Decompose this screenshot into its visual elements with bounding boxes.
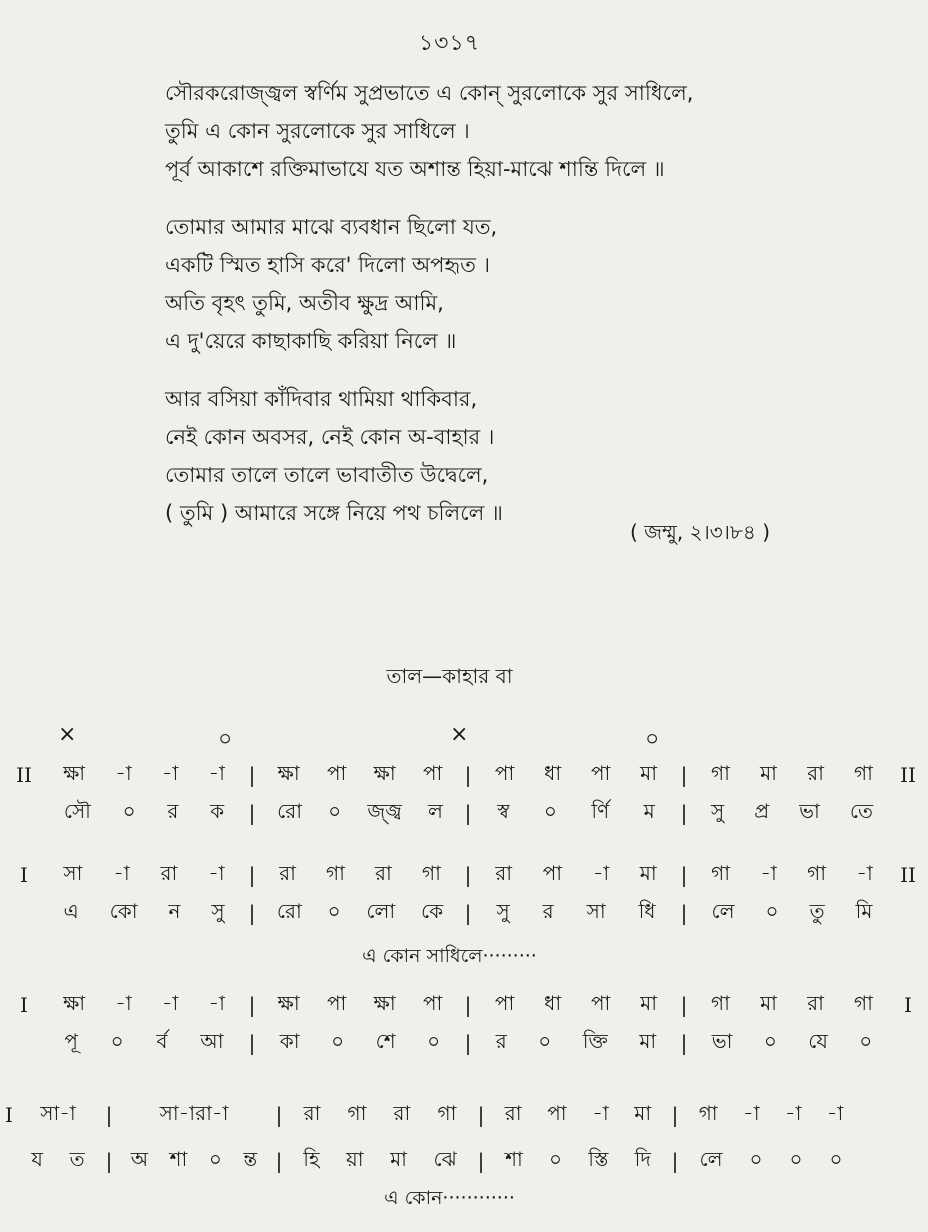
bar-divider: | [105, 1149, 113, 1173]
swara-note: সা [63, 860, 83, 885]
lyric-syllable: ০ [749, 1146, 763, 1171]
bar-divider: | [680, 863, 688, 887]
lyric-syllable: ০ [549, 1146, 563, 1171]
bar-divider: | [680, 1031, 688, 1055]
swara-note: ক্ষা [277, 990, 300, 1015]
bar-divider: | [680, 901, 688, 925]
poem-line: তোমার তালে তালে ভাবাতীত উদ্বেলে, [165, 463, 489, 487]
swara-note: পা [494, 990, 515, 1015]
lyric-syllable: মি [855, 898, 873, 923]
swara-note: -া [208, 760, 225, 785]
lyric-row [0, 1026, 899, 1060]
swara-note: পা [422, 760, 443, 785]
lyric-syllable: অ [130, 1146, 149, 1171]
beat-group [480, 897, 672, 930]
swara-note: গা [854, 990, 873, 1015]
swara-note: ক্ষা [373, 760, 396, 785]
swara-note: -া [592, 860, 610, 885]
lyric-syllable: ত [69, 1146, 85, 1171]
swara-note: রা [303, 1100, 321, 1125]
beat-group [492, 1145, 664, 1178]
lyric-row [0, 796, 899, 830]
beat-group [264, 797, 456, 830]
swara-note: মা [760, 990, 777, 1015]
bar-divider: | [464, 801, 472, 825]
lyric-syllable: শা [505, 1146, 523, 1171]
lyric-syllable: প্র [754, 798, 770, 823]
start-bar-mark: II [16, 763, 32, 787]
lyric-syllable: শা [169, 1146, 188, 1171]
lyric-syllable: ০ [331, 1028, 345, 1053]
beat-group [120, 1099, 268, 1132]
swara-note: পা [326, 990, 347, 1015]
lyric-syllable: ধি [638, 898, 656, 923]
beat-group [480, 797, 672, 830]
swara-note: মা [760, 760, 777, 785]
swara-note: গা [437, 1100, 457, 1125]
poem-line: সৌরকরোজ্জ্বল স্বর্ণিম সুপ্রভাতে এ কোন্ সুরলোকে সুর সাধিলে, [165, 81, 694, 105]
swara-note: -া [208, 990, 225, 1015]
bar-divider: | [680, 993, 688, 1017]
beat-group [290, 1099, 470, 1132]
beat-group [696, 897, 888, 930]
swara-note: -া [826, 1100, 844, 1125]
swara-note: মা [634, 1100, 652, 1125]
swara-note: -া [592, 1100, 609, 1125]
swara-note: রা [279, 860, 296, 885]
lyric-syllable: র্ণি [591, 798, 610, 823]
poem [165, 74, 765, 552]
beat-group [696, 989, 888, 1022]
beat-group [696, 797, 888, 830]
swara-note: পা [547, 1100, 567, 1125]
lyric-syllable: র [167, 798, 179, 823]
lyric-syllable: সু [211, 898, 225, 923]
beat-group [696, 859, 888, 892]
bar-divider: | [671, 1103, 679, 1127]
page-number: ১৩১৭ [418, 31, 481, 56]
beat-mark: × [58, 722, 77, 747]
swara-note: -া [784, 1100, 802, 1125]
lyric-syllable: ভা [711, 1028, 733, 1053]
swara-note: মা [640, 760, 658, 785]
lyric-syllable: ন [168, 898, 181, 923]
lyric-syllable: ০ [110, 1028, 124, 1053]
bar-divider: | [275, 1103, 283, 1127]
lyric-syllable: ০ [789, 1146, 803, 1171]
lyric-syllable: ০ [829, 1146, 843, 1171]
poem-line: নেই কোন অবসর, নেই কোন অ-বাহার । [165, 425, 495, 449]
bar-divider: | [477, 1103, 485, 1127]
swara-note: রা [160, 860, 178, 885]
beat-mark: ০ [218, 727, 233, 752]
lyric-syllable: ০ [208, 1146, 222, 1171]
lyric-syllable: ন্ত [243, 1146, 258, 1171]
poem-line: একটি স্মিত হাসি করে' দিলো অপহৃত । [165, 253, 491, 277]
bar-divider: | [464, 1031, 472, 1055]
beat-group [492, 1099, 664, 1132]
lyric-syllable: রো [276, 898, 302, 923]
poem-line: ( তুমি ) আমারে সঙ্গে নিয়ে পথ চলিলে ॥ [165, 501, 503, 525]
lyric-syllable: য়া [345, 1146, 364, 1171]
swara-note: -া [161, 990, 179, 1015]
swara-note: -া [115, 990, 132, 1015]
bar-divider: | [248, 1031, 256, 1055]
beat-group [120, 1145, 268, 1178]
swara-note: রা [504, 1100, 522, 1125]
beat-group [264, 759, 456, 792]
swara-note: ক্ষা [63, 990, 86, 1015]
place-date-signature: ( জম্মু, ২।৩।৮৪ ) [630, 520, 771, 544]
lyric-syllable: মা [639, 1028, 657, 1053]
swara-note: গা [711, 760, 730, 785]
swara-row [0, 858, 916, 892]
bar-divider: | [464, 763, 472, 787]
start-bar-mark: I [20, 993, 28, 1017]
bar-divider: | [105, 1103, 113, 1127]
beat-group [696, 1027, 888, 1060]
lyric-syllable: ক [210, 798, 225, 823]
beat-mark: × [450, 722, 469, 747]
lyric-syllable: পূ [64, 1028, 78, 1053]
beat-group [48, 1027, 240, 1060]
lyric-syllable: কে [421, 898, 444, 923]
beat-group [480, 759, 672, 792]
lyric-syllable: আ [200, 1028, 224, 1053]
lyric-syllable: ০ [122, 798, 136, 823]
bar-divider: | [671, 1149, 679, 1173]
poem-line: আর বসিয়া কাঁদিবার থামিয়া থাকিবার, [165, 387, 478, 411]
swara-note: রা [495, 860, 513, 885]
end-bar-mark: II [900, 863, 916, 887]
poem-line: তোমার আমার মাঝে ব্যবধান ছিলো যত, [165, 215, 498, 239]
tala-title: তাল—কাহার বা [386, 664, 513, 688]
swara-note: পা [422, 990, 443, 1015]
bar-divider: | [477, 1149, 485, 1173]
swara-note: রা [807, 760, 824, 785]
beat-group [480, 989, 672, 1022]
beat-group [18, 1099, 98, 1132]
refrain-note: এ কোন············ [384, 1187, 515, 1209]
lyric-syllable: স্তি [588, 1146, 609, 1171]
lyric-syllable: ০ [859, 1028, 873, 1053]
bar-divider: | [275, 1149, 283, 1173]
swara-note: গা [711, 990, 730, 1015]
lyric-syllable: সু [711, 798, 725, 823]
swara-note: -া [115, 760, 132, 785]
swara-note: রা [393, 1100, 411, 1125]
bar-divider: | [680, 763, 688, 787]
lyric-syllable: মা [390, 1146, 407, 1171]
swara-note: পা [590, 760, 611, 785]
swara-note: ক্ষা [277, 760, 300, 785]
lyric-row [0, 1144, 899, 1178]
swara-note: গা [711, 860, 731, 885]
lyric-syllable: সু [496, 898, 510, 923]
beat-group [264, 989, 456, 1022]
lyric-syllable: ০ [763, 1028, 777, 1053]
beat-group [480, 859, 672, 892]
beat-group [48, 797, 240, 830]
beat-group [696, 759, 888, 792]
stanza-2 [165, 208, 765, 360]
swara-note: -া [743, 1100, 760, 1125]
lyric-syllable: যে [808, 1028, 828, 1053]
swara-note: গা [807, 860, 827, 885]
lyric-row [0, 896, 899, 930]
lyric-syllable: ০ [543, 798, 557, 823]
bar-divider: | [464, 993, 472, 1017]
swara-note: -া [113, 860, 130, 885]
poem-line: এ দু'য়েরে কাছাকাছি করিয়া নিলে ॥ [165, 329, 457, 353]
lyric-syllable: তে [849, 798, 873, 823]
swara-note: পা [326, 760, 347, 785]
lyric-syllable: ০ [328, 798, 342, 823]
swara-note: ক্ষা [63, 760, 86, 785]
poem-line: অতি বৃহৎ তুমি, অতীব ক্ষুদ্র আমি, [165, 291, 444, 315]
lyric-syllable: র্ব [156, 1028, 168, 1053]
swara-note: মা [640, 990, 658, 1015]
swara-note: রা [807, 990, 824, 1015]
beat-group [48, 759, 240, 792]
lyric-syllable: ০ [765, 898, 779, 923]
swara-note: সা-া [40, 1100, 76, 1125]
end-bar-mark: II [900, 763, 916, 787]
bar-divider: | [248, 763, 256, 787]
poem-line: পূর্ব আকাশে রক্তিমাভাযে যত অশান্ত হিয়া-মাঝে শান্তি দিলে ॥ [165, 157, 665, 181]
lyric-syllable: য [31, 1146, 43, 1171]
swara-note: -া [856, 860, 873, 885]
lyric-syllable: ঝে [433, 1146, 457, 1171]
beat-group [686, 1145, 856, 1178]
swara-note: -া [208, 860, 225, 885]
lyric-syllable: ০ [327, 898, 341, 923]
swara-note: ক্ষা [373, 990, 396, 1015]
lyric-syllable: ০ [427, 1028, 441, 1053]
lyric-syllable: ল [427, 798, 443, 823]
beat-group [264, 897, 456, 930]
swara-note: গা [698, 1100, 718, 1125]
refrain-note: এ কোন সাধিলে········· [362, 945, 537, 967]
bar-divider: | [248, 863, 256, 887]
swara-note: গা [347, 1100, 367, 1125]
lyric-syllable: জ্জ্ব [367, 798, 402, 823]
lyric-syllable: কা [279, 1028, 300, 1053]
lyric-syllable: এ [63, 898, 79, 923]
swara-note: ধা [544, 990, 562, 1015]
swara-note: -া [161, 760, 179, 785]
beat-marks [0, 722, 899, 752]
lyric-syllable: র [495, 1028, 507, 1053]
bar-divider: | [464, 863, 472, 887]
swara-note: ধা [544, 760, 562, 785]
lyric-syllable: ০ [538, 1028, 552, 1053]
swara-row [0, 758, 916, 792]
beat-group [264, 859, 456, 892]
lyric-syllable: কো [109, 898, 138, 923]
end-bar-mark: I [904, 993, 912, 1017]
swara-note: গা [854, 760, 873, 785]
beat-group [480, 1027, 672, 1060]
lyric-syllable: ম [643, 798, 655, 823]
beat-mark: ০ [645, 727, 660, 752]
lyric-syllable: লো [366, 898, 396, 923]
poem-line: তুমি এ কোন সুরলোকে সুর সাধিলে । [165, 119, 470, 143]
swara-note: রা [375, 860, 392, 885]
swara-note: গা [326, 860, 345, 885]
lyric-syllable: ক্তি [582, 1028, 608, 1053]
bar-divider: | [680, 801, 688, 825]
lyric-syllable: তু [809, 898, 825, 923]
beat-group [290, 1145, 470, 1178]
swara-note: -া [760, 860, 777, 885]
bar-divider: | [248, 993, 256, 1017]
lyric-syllable: লে [699, 1146, 723, 1171]
swara-note: পা [494, 760, 515, 785]
lyric-syllable: হি [303, 1146, 320, 1171]
lyric-syllable: স্ব [497, 798, 510, 823]
start-bar-mark: I [5, 1103, 13, 1127]
lyric-syllable: দি [634, 1146, 651, 1171]
swara-note: মা [639, 860, 657, 885]
swara-note: গা [421, 860, 441, 885]
start-bar-mark: I [20, 863, 28, 887]
beat-group [18, 1145, 98, 1178]
swara-note: সা-ারা-া [159, 1100, 229, 1125]
bar-divider: | [248, 901, 256, 925]
swara-row [0, 1098, 899, 1132]
lyric-syllable: রো [277, 798, 302, 823]
swara-note: পা [590, 990, 611, 1015]
lyric-syllable: ভা [799, 798, 820, 823]
beat-group [264, 1027, 456, 1060]
lyric-syllable: সা [586, 898, 606, 923]
swara-row [0, 988, 912, 1022]
bar-divider: | [464, 901, 472, 925]
stanza-1 [165, 74, 765, 188]
bar-divider: | [248, 801, 256, 825]
beat-group [48, 989, 240, 1022]
lyric-syllable: র [542, 898, 554, 923]
stanza-3 [165, 380, 765, 532]
lyric-syllable: শে [375, 1028, 396, 1053]
beat-group [48, 897, 240, 930]
beat-group [48, 859, 240, 892]
lyric-syllable: সৌ [63, 798, 91, 823]
lyric-syllable: লে [711, 898, 735, 923]
swara-note: পা [542, 860, 563, 885]
beat-group [686, 1099, 856, 1132]
